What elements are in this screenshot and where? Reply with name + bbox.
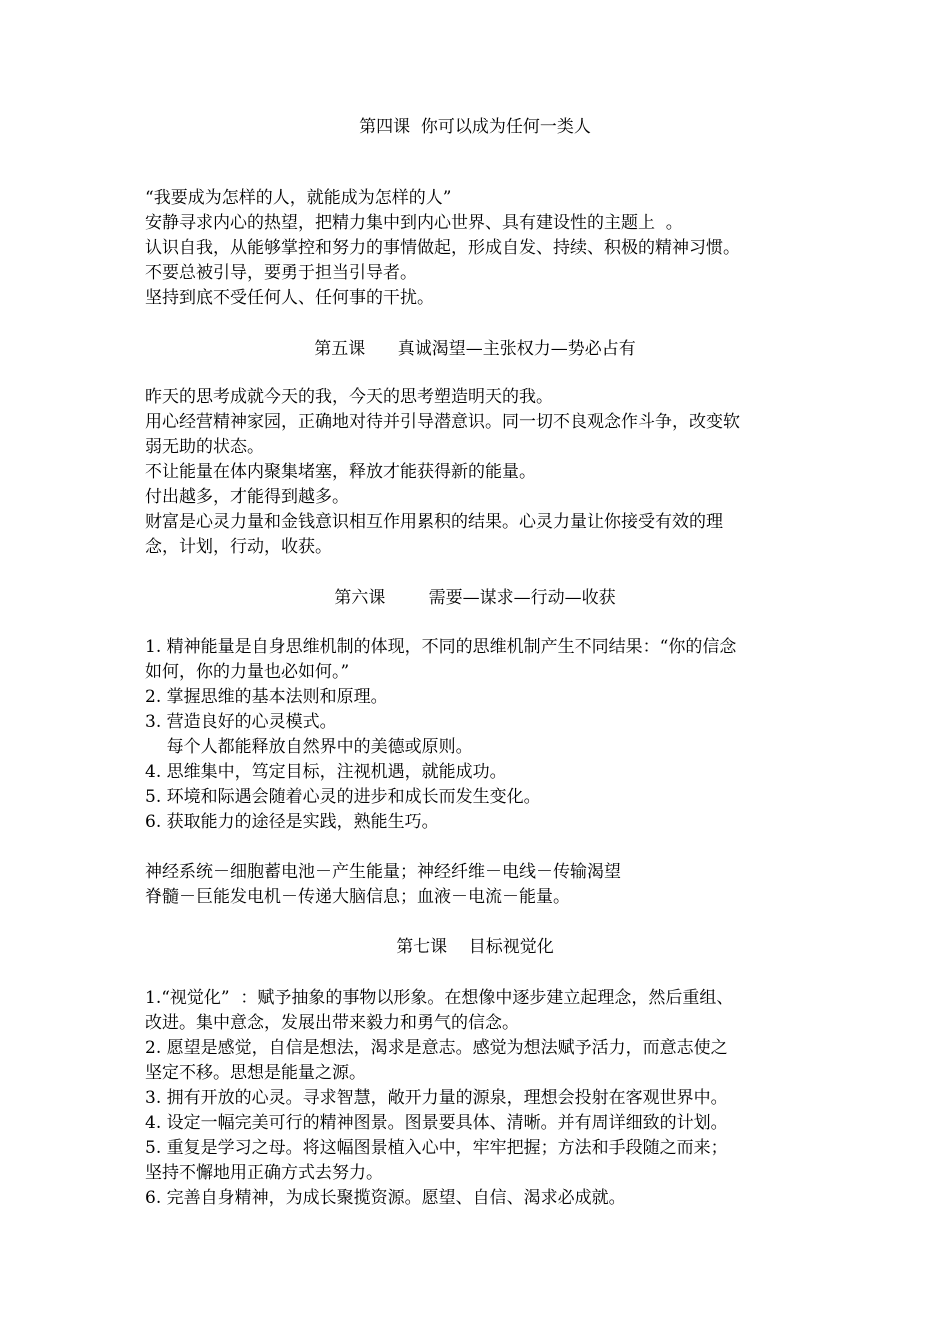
lesson-4-line: 不要总被引导，要勇于担当引导者。 xyxy=(145,263,417,283)
lesson-7-line: 2. 愿望是感觉，自信是想法，渴求是意志。感觉为想法赋予活力，而意志使之 xyxy=(145,1038,728,1058)
lesson-5-title: 第五课 真诚渴望—主张权力—势必占有 xyxy=(314,339,636,359)
lesson-5-line: 不让能量在体内聚集堵塞，释放才能获得新的能量。 xyxy=(145,462,536,482)
lesson-4-title: 第四课 你可以成为任何一类人 xyxy=(359,117,591,137)
lesson-6-line: 4. 思维集中，笃定目标，注视机遇，就能成功。 xyxy=(145,762,507,782)
lesson-6-line: 每个人都能释放自然界中的美德或原则。 xyxy=(145,737,473,757)
lesson-6-line: 5. 环境和际遇会随着心灵的进步和成长而发生变化。 xyxy=(145,787,541,807)
lesson-7-line: 6. 完善自身精神，为成长聚揽资源。愿望、自信、渴求必成就。 xyxy=(145,1188,626,1208)
lesson-6-line: 脊髓－巨能发电机－传递大脑信息；血液－电流－能量。 xyxy=(145,887,570,907)
lesson-7-line: 坚定不移。思想是能量之源。 xyxy=(145,1063,366,1083)
lesson-6-line: 如何，你的力量也必如何。” xyxy=(145,662,350,682)
lesson-5-line: 昨天的思考成就今天的我，今天的思考塑造明天的我。 xyxy=(145,387,553,407)
lesson-7-line: 坚持不懈地用正确方式去努力。 xyxy=(145,1163,383,1183)
lesson-5-line: 弱无助的状态。 xyxy=(145,437,264,457)
lesson-6-line: 神经系统－细胞蓄电池－产生能量；神经纤维－电线－传输渴望 xyxy=(145,862,621,882)
lesson-5-line: 用心经营精神家园，正确地对待并引导潜意识。同一切不良观念作斗争，改变软 xyxy=(145,412,740,432)
lesson-7-line: 改进。集中意念，发展出带来毅力和勇气的信念。 xyxy=(145,1013,519,1033)
lesson-4-line: “我要成为怎样的人，就能成为怎样的人” xyxy=(145,188,452,208)
lesson-7-line: 3. 拥有开放的心灵。寻求智慧，敞开力量的源泉，理想会投射在客观世界中。 xyxy=(145,1088,728,1108)
lesson-5-line: 付出越多，才能得到越多。 xyxy=(145,487,349,507)
lesson-6-line: 6. 获取能力的途径是实践，熟能生巧。 xyxy=(145,812,439,832)
lesson-4-line: 坚持到底不受任何人、任何事的干扰。 xyxy=(145,288,434,308)
lesson-7-line: 1.“视觉化” ：赋予抽象的事物以形象。在想像中逐步建立起理念，然后重组、 xyxy=(145,988,734,1008)
lesson-6-line: 2. 掌握思维的基本法则和原理。 xyxy=(145,687,388,707)
lesson-5-line: 财富是心灵力量和金钱意识相互作用累积的结果。心灵力量让你接受有效的理 xyxy=(145,512,723,532)
lesson-4-line: 认识自我，从能够掌控和努力的事情做起，形成自发、持续、积极的精神习惯。 xyxy=(145,238,740,258)
lesson-6-line: 3. 营造良好的心灵模式。 xyxy=(145,712,337,732)
lesson-4-line: 安静寻求内心的热望，把精力集中到内心世界、具有建设性的主题上 。 xyxy=(145,213,683,233)
lesson-7-line: 5. 重复是学习之母。将这幅图景植入心中，牢牢把握；方法和手段随之而来； xyxy=(145,1138,728,1158)
lesson-6-title: 第六课 需要—谋求—行动—收获 xyxy=(334,588,616,608)
lesson-6-line: 1. 精神能量是自身思维机制的体现，不同的思维机制产生不同结果：“你的信念 xyxy=(145,637,737,657)
lesson-7-line: 4. 设定一幅完美可行的精神图景。图景要具体、清晰。并有周详细致的计划。 xyxy=(145,1113,728,1133)
lesson-5-line: 念，计划，行动，收获。 xyxy=(145,537,332,557)
lesson-7-title: 第七课 目标视觉化 xyxy=(396,937,554,957)
